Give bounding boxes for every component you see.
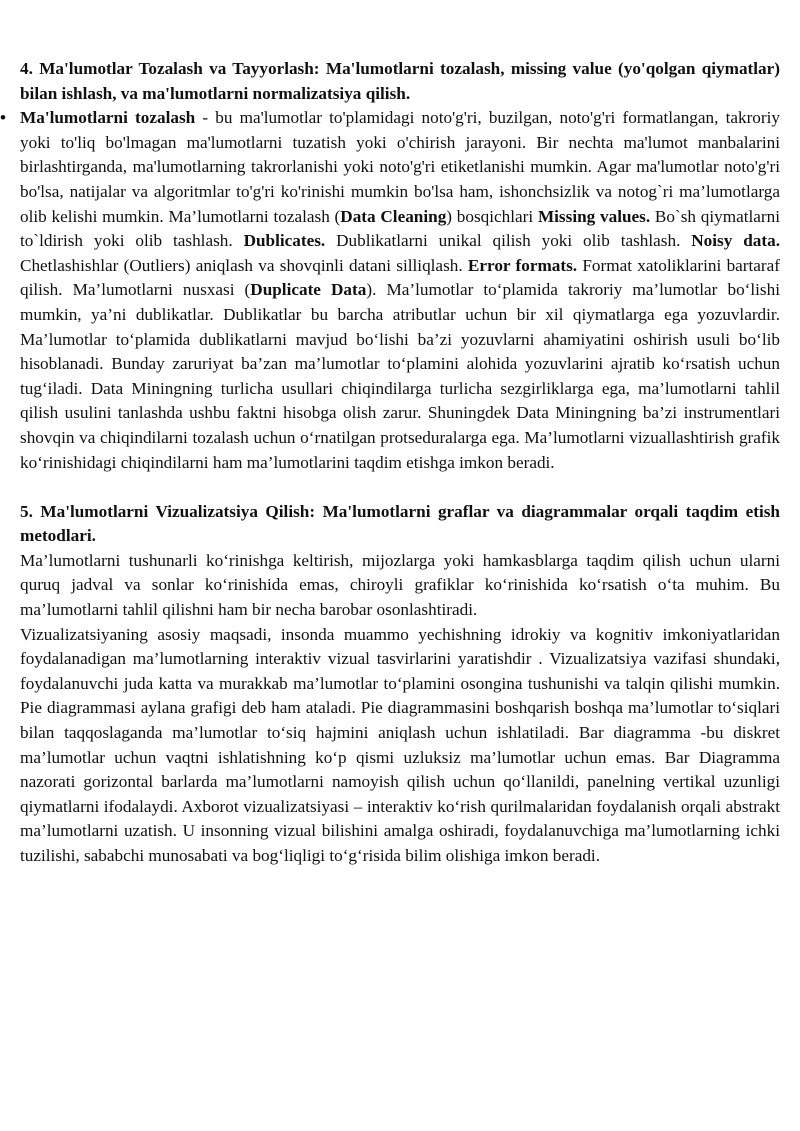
section-4-heading: 4. Ma'lumotlar Tozalash va Tayyorlash: Ma'lumotlarni tozalash, missing value (yo'qolgan qiymatlar) bilan ishlash, va ma'lumotlarni normalizatsiya qilish. (20, 59, 780, 103)
term-missing-values: Missing values. (537, 206, 651, 226)
term-data-cleaning: Ma'lumotlarni tozalash (20, 108, 196, 128)
text-run: - bu ma'lumotlar to'plamidagi noto'g'ri, buzilgan, noto'g'ri formatlangan, takroriy yoki to'liq bo'lmagan ma'lumotlarni tuzatish yoki o'chirish jarayoni. Bir nechta ma'lumot manbalarini birlashtirganda, ma'lumotlarning takrorlanishi yoki noto'g'ri etiketlanishi mumkin. Agar ma'lumotlar noto'g'ri bo'lsa, natijalar va algoritmlar to'g'ri ko'rinishi mumkin bo'lsa ham, ishonchsizlik va notog`ri ma’lumotlarga olib kelishi mumkin. Ma’lumotlarni tozalash ( (20, 108, 780, 226)
term-duplicate-data: Duplicate Data (250, 280, 367, 300)
section-5-paragraph-1: Ma’lumotlarni tushunarli ko‘rinishga keltirish, mijozlarga yoki hamkasblarga taqdim qilish uchun ularni quruq jadval va sonlar ko‘rinishida emas, chiroyli grafiklar ko‘rinishida ko‘rsatish o‘ta muhim. Bu ma’lumotlarni tahlil qilishni ham bir necha barobar osonlashtiradi. (20, 550, 780, 620)
text-run: Chetlashishlar (Outliers) aniqlash va shovqinli datani silliqlash. (20, 255, 468, 275)
term-dublicates: Dublicates. (243, 231, 326, 251)
term-noisy-data: Noisy data. (691, 231, 780, 251)
term-data-cleaning-en: Data Cleaning (340, 206, 447, 226)
bullet-icon: • (0, 108, 7, 128)
section-4-paragraph (0, 106, 780, 475)
text-run: Bo`sh qiymatlarni to`ldirish yoki olib tashlash. (20, 206, 780, 251)
section-5-heading: 5. Ma'lumotlarni Vizualizatsiya Qilish: Ma'lumotlarni graflar va diagrammalar orqali taqdim etish metodlari. (20, 501, 780, 546)
text-run: ) bosqichlari (446, 206, 538, 226)
term-error-formats: Error formats. (467, 255, 578, 275)
text-run: Format xatoliklarini bartaraf qilish. Ma’lumotlarni nusxasi ( (20, 255, 780, 300)
text-run: ). Ma’lumotlar to‘plamida takroriy ma’lumotlar bo‘lishi mumkin, ya’ni dublikatlar. Dublikatlar bu barcha atributlar uchun bir xil qiymatlarga ega yozuvlardir. Ma’lumotlar to‘plamida dublikatlarni mavjud bo‘lishi ba’zi yozuvlarni ahamiyatini oshirish usuli bo‘lib hisoblanadi. Bunday zaruriyat ba’zan ma’lumotlar to‘plamini alohida yozuvlarini ajratib ko‘rsatish uchun tug‘iladi. Data Miningning turlicha usullari chiqindilarga turlicha sezgirliklarga ega, ma’lumotlarni tahlil qilish usulini tanlashda ushbu faktni hisobga olish zarur. Shuningdek Data Miningning ba’zi instrumentlari shovqin va chiqindilarni tozalash uchun o‘rnatilgan protseduralarga ega. Ma’lumotlarni vizuallashtirish grafik ko‘rinishidagi chiqindilarni ham ma’lumotlarini taqdim etishga imkon beradi. (20, 280, 780, 472)
document-page (0, 57, 780, 869)
section-5-paragraph-2: Vizualizatsiyaning asosiy maqsadi, insonda muammo yechishning idrokiy va kognitiv imkoniyatlaridan foydalanadigan ma’lumotlarning interaktiv vizual tasvirlarini yaratishdir . Vizualizatsiya vazifasi shundaki, foydalanuvchi juda katta va murakkab ma’lumotlar to‘plamini osongina tushunishi va talqin qilishi mumkin. Pie diagrammasi aylana grafigi deb ham ataladi. Pie diagrammasini boshqarish boshqa ma’lumotlar to‘siqlari bilan taqqoslaganda ma’lumotlar to‘siq hajmini aniqlash uchun ishlatiladi. Bar diagramma -bu diskret ma’lumotlar uchun vaqtni ishlatishning ko‘p qismi uzluksiz ma’lumotlar uchun emas. Bar Diagramma nazorati gorizontal barlarda ma’lumotlarni namoyish qilish uchun qo‘llanildi, panelning vertikal uzunligi qiymatlarni ifodalaydi. Axborot vizualizatsiyasi – interaktiv ko‘rish qurilmalaridan foydalanish orqali abstrakt ma’lumotlarni uzatish. U insonning vizual bilishini amalga oshiradi, foydalanuvchiga ma’lumotlarning ichki tuzilishi, sababchi munosabati va bog‘liqligi to‘g‘risida bilim olishiga imkon beradi. (20, 624, 780, 865)
text-run: Dublikatlarni unikal qilish yoki olib tashlash. (325, 231, 692, 251)
section-spacer (20, 475, 780, 500)
